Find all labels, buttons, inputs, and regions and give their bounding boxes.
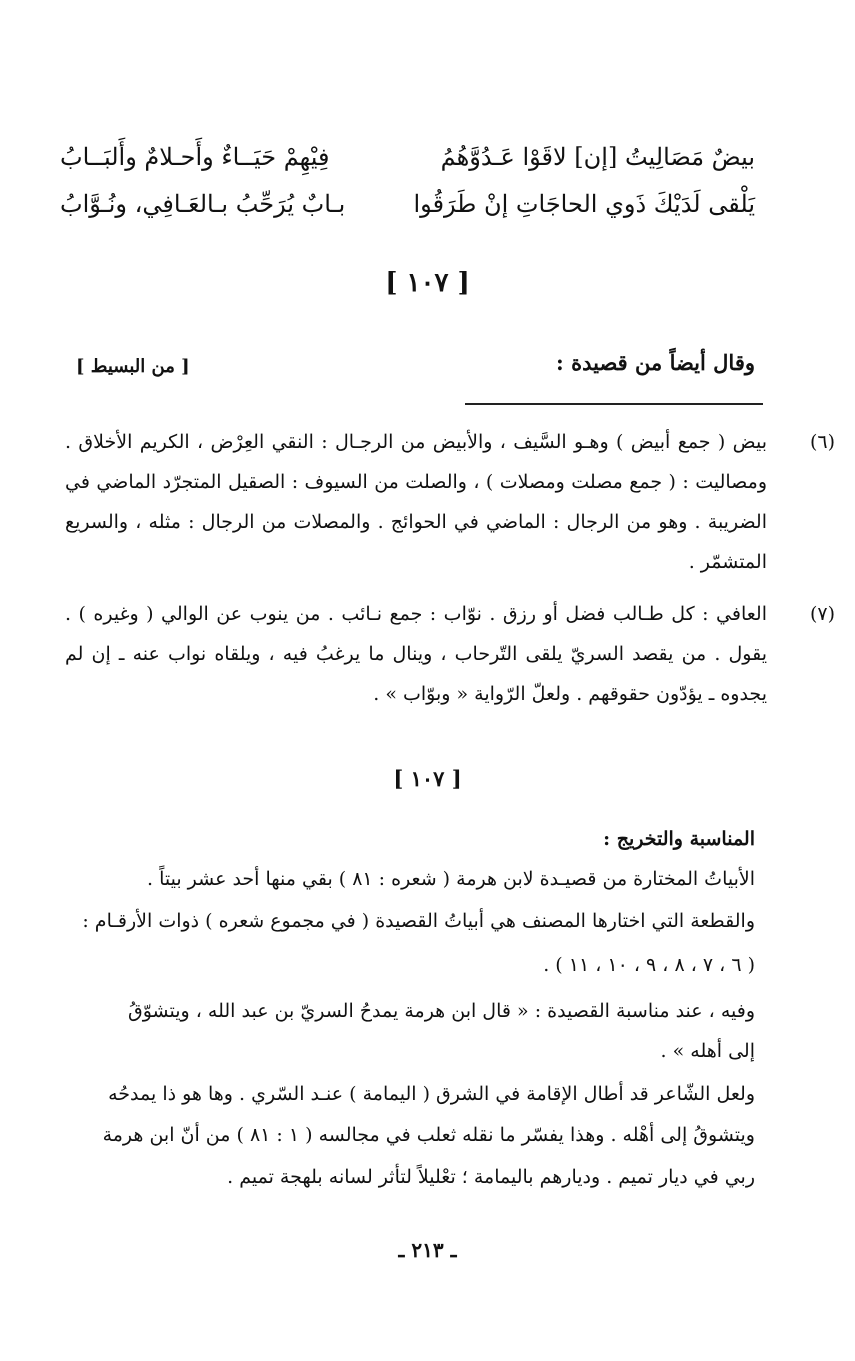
body-line-5: إلى أهله » .	[660, 1040, 755, 1062]
footnote-divider	[465, 403, 763, 405]
body-line-3: ( ٦ ، ٧ ، ٨ ، ٩ ، ١٠ ، ١١ ) .	[543, 954, 755, 976]
verse-line-2	[60, 190, 755, 234]
footnote-7-text: العافي : كل طـالب فضل أو رزق . نوّاب : جمع نـائب . من ينوب عن الوالي ( وغيره ) . يقول . من يقصد السريّ يلقى التّرحاب ، وينال ما يرغبُ فيه ، ويلقاه نواب عنه ـ إن لم يجدوه ـ يؤدّون حقوقهم . ولعلّ الرّواية « وبوّاب » .	[65, 603, 767, 705]
footnote-7-number: (٧)	[809, 603, 835, 625]
body-line-7: ويتشوقُ إلى أهْله . وهذا يفسّر ما نقله ثعلب في مجالسه ( ١ : ٨١ ) من أنّ ابن هرمة	[102, 1124, 755, 1146]
poem-number: [ ١٠٧ ]	[385, 268, 470, 298]
poem-meter: [ من البسيط ]	[76, 356, 190, 377]
poem-intro: وقال أيضاً من قصيدة :	[556, 350, 755, 375]
verse-2-first-hemistich: يَلْقى لَدَيْكَ ذَوي الحاجَاتِ إنْ طَرَقُوا	[413, 190, 755, 218]
verse-line-1	[60, 143, 755, 187]
verse-1-first-hemistich: بيضٌ مَصَالِيتُ [إن] لاقَوْا عَـدُوَّهُمُ	[440, 143, 755, 171]
footnote-6	[65, 422, 835, 582]
verse-1-second-hemistich: فِيْهِمْ حَيَــاءٌ وأَحـلامٌ وأَلبَــابُ	[60, 143, 330, 171]
body-line-4: وفيه ، عند مناسبة القصيدة : « قال ابن هرمة يمدحُ السريّ بن عبد الله ، ويتشوّقُ	[128, 1000, 755, 1022]
section-heading: المناسبة والتخريج :	[603, 828, 755, 850]
footnote-7	[65, 594, 835, 714]
body-line-6: ولعل الشّاعر قد أطال الإقامة في الشرق ( اليمامة ) عنـد السّري . وها هو ذا يمدحُه	[108, 1083, 755, 1105]
body-line-8: ربي في ديار تميم . وديارهم باليمامة ؛ تعْليلاً لتأثر لسانه بلهجة تميم .	[227, 1166, 755, 1188]
body-line-2: والقطعة التي اختارها المصنف هي أبياتُ القصيدة ( في مجموع شعره ) ذوات الأرقـام :	[82, 910, 755, 932]
page-number: ـ ٢١٣ ـ	[398, 1238, 457, 1262]
footnote-6-text: بيض ( جمع أبيض ) وهـو السَّيف ، والأبيض من الرجـال : النقي العِرْض ، الكريم الأخلاق . ومصاليت : ( جمع مصلت ومصلات ) ، والصلت من السيوف : الصقيل المتجرّد الماضي في الضريبة . وهو من الرجال : الماضي في الحوائج . والمصلات من الرجال : مثله ، والسريع المتشمّر .	[65, 431, 767, 573]
section-number: [ ١٠٧ ]	[393, 766, 462, 791]
footnote-6-number: (٦)	[809, 431, 835, 453]
verse-2-second-hemistich: بـابٌ يُرَحِّبُ بـالعَـافِي، ونُـوَّابُ	[60, 190, 346, 218]
body-line-1: الأبياتُ المختارة من قصيـدة لابن هرمة ( شعره : ٨١ ) بقي منها أحد عشر بيتاً .	[146, 868, 755, 890]
